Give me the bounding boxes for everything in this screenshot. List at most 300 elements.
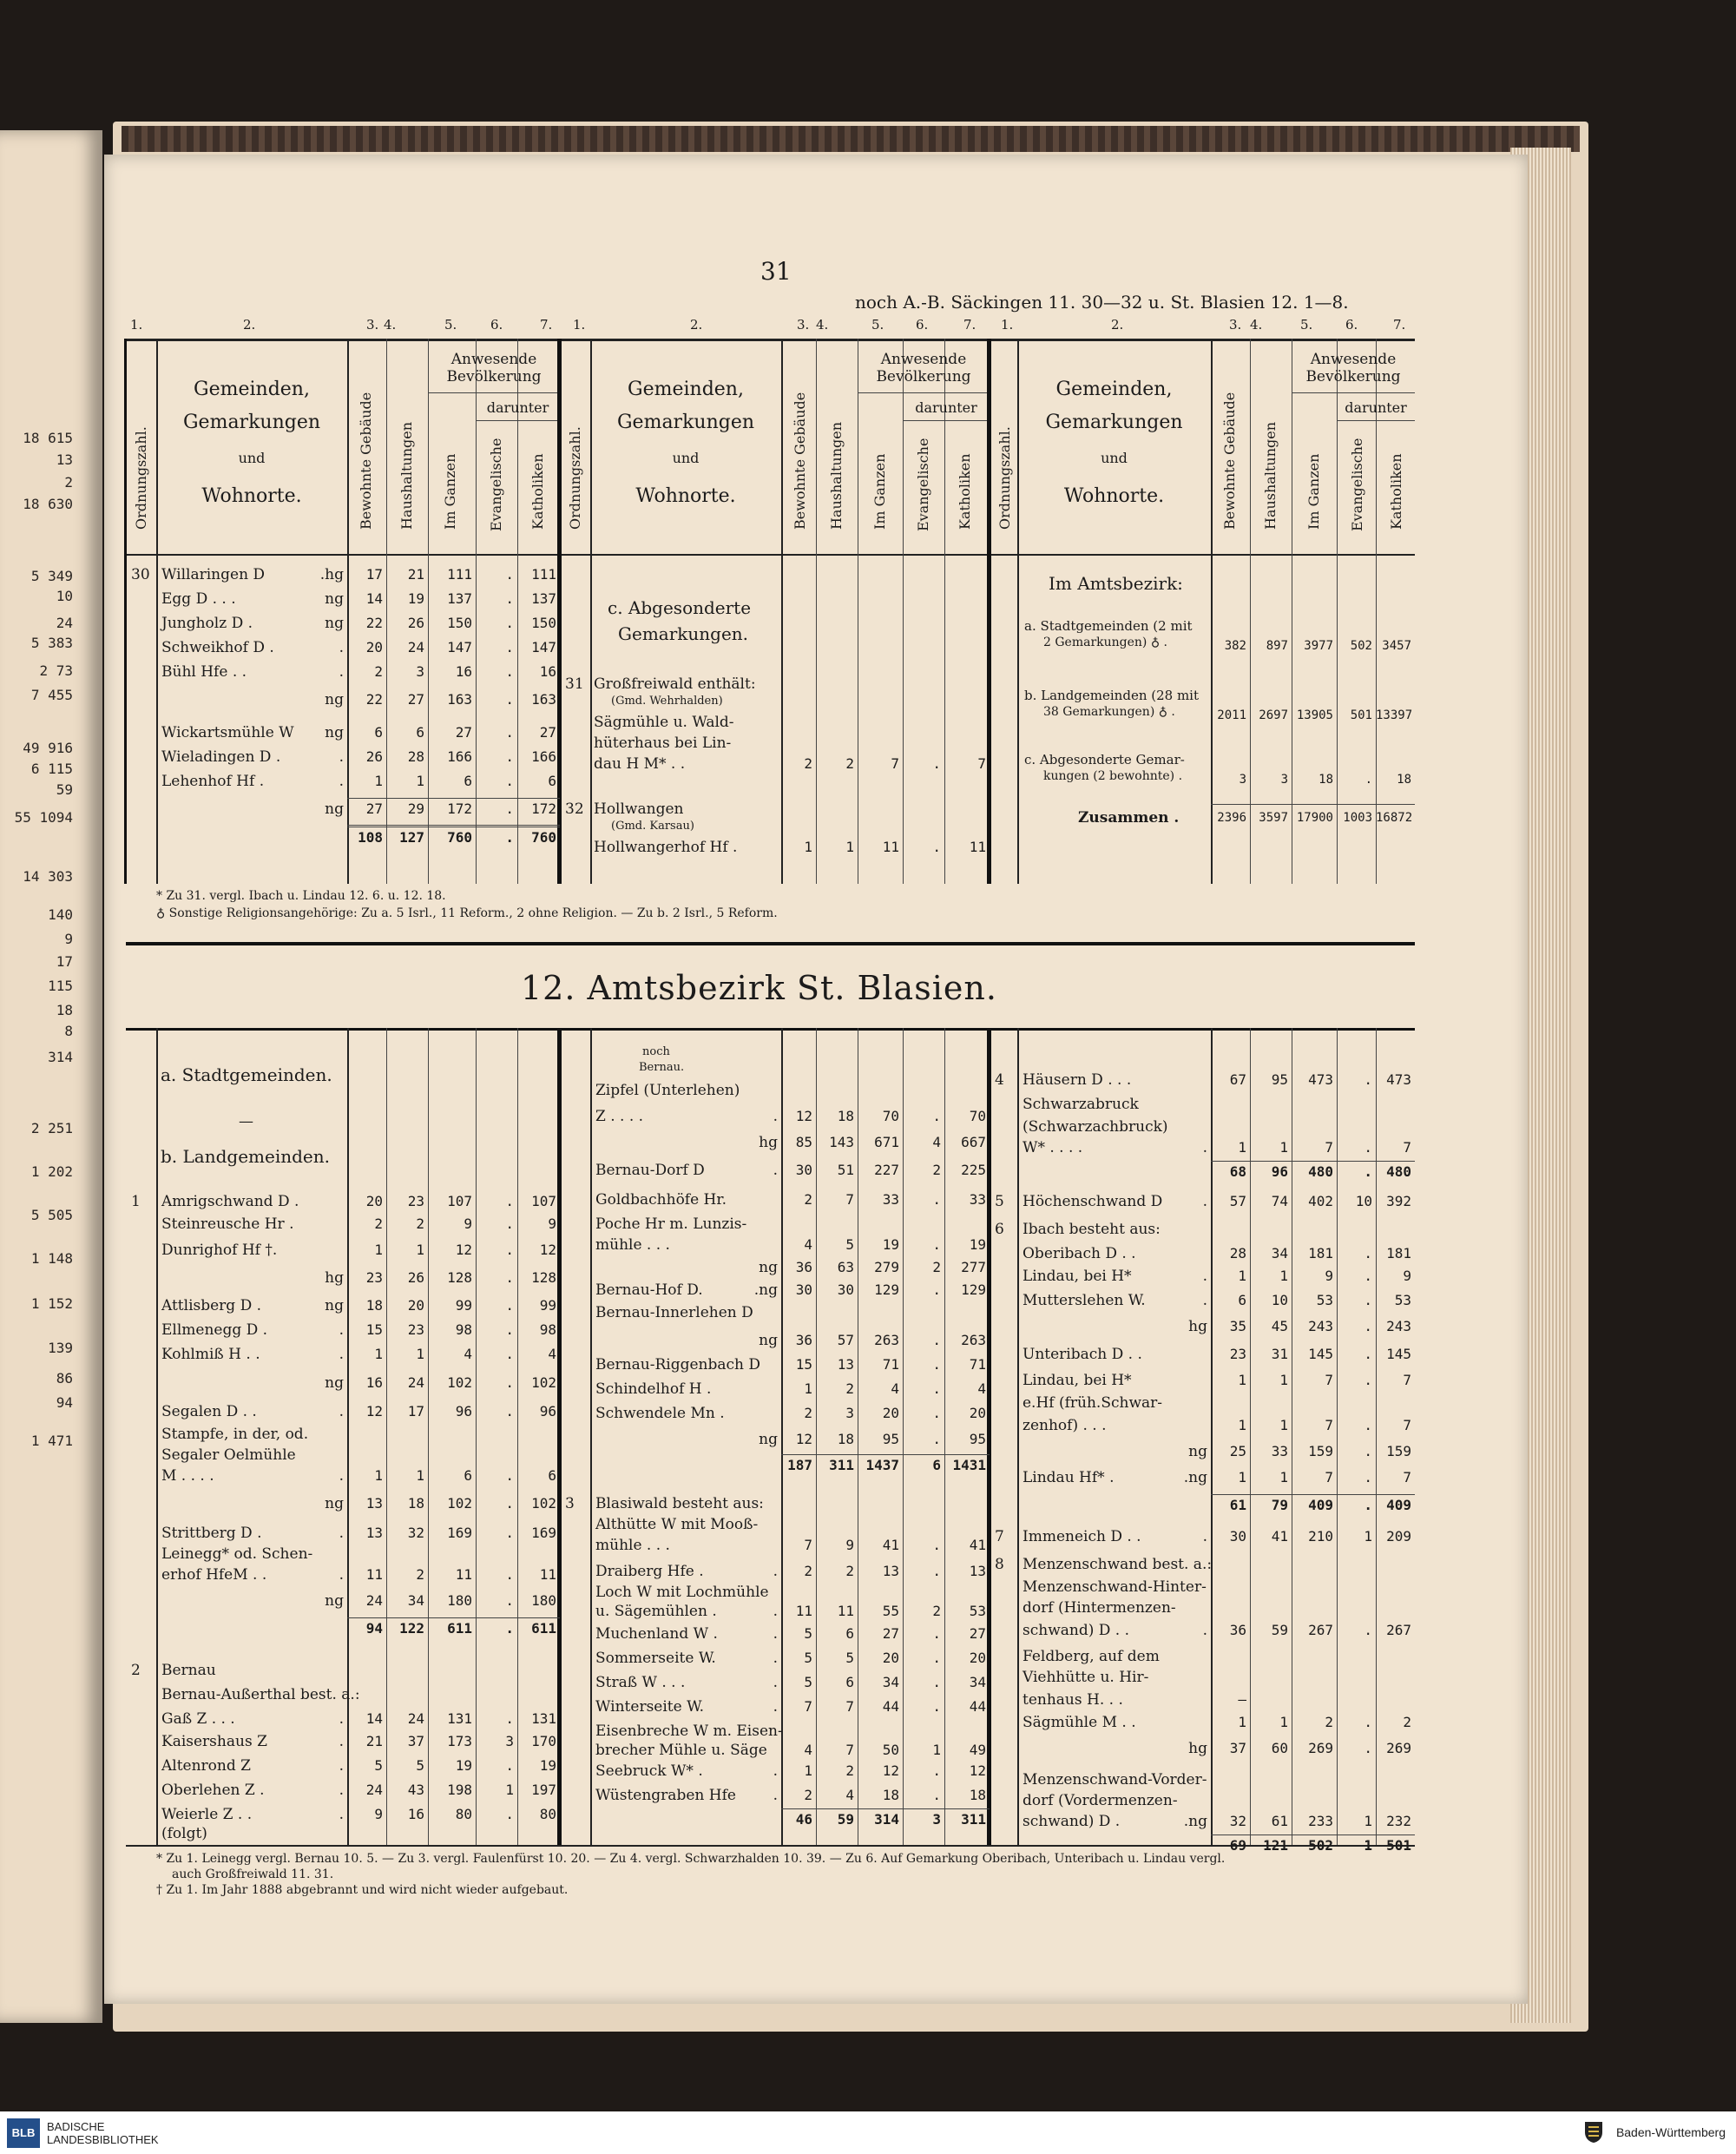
cell-value: 17 — [365, 566, 383, 583]
heading-im-amtsbezirk: Im Amtsbezirk: — [1049, 573, 1183, 594]
cell-value: 44 — [882, 1698, 899, 1715]
cell-value: . — [932, 1563, 941, 1579]
summary-label: b. Landgemeinden (28 mit — [1024, 688, 1200, 703]
cell-value: . — [1364, 1417, 1372, 1433]
cell-value: 7 — [1325, 1139, 1333, 1156]
column-number: 2. — [243, 317, 256, 333]
cell-value: 19 — [407, 590, 424, 607]
cell-value: . — [1364, 1443, 1372, 1459]
cell-value: 409 — [1386, 1497, 1411, 1513]
column-number: 6. — [916, 317, 929, 333]
cell-value: 13 — [365, 1525, 383, 1541]
cell-value: 4 — [932, 1134, 941, 1150]
cell-value: 80 — [539, 1806, 556, 1822]
section-title: 12. Amtsbezirk St. Blasien. — [521, 969, 997, 1007]
cell-value: 1 — [845, 839, 854, 855]
cell-value: 26 — [407, 615, 424, 631]
cell-value: 20 — [882, 1405, 899, 1421]
header-wohnorte: Wohnorte. — [635, 485, 736, 507]
column-number: 6. — [490, 317, 503, 333]
cell-value: 11 — [365, 1566, 383, 1583]
bottom-footnote-1b: auch Großfreiwald 11. 31. — [172, 1867, 334, 1881]
left-page-number: 18 — [56, 1002, 73, 1018]
header-gebaeude: Bewohnte Gebäude — [358, 392, 374, 530]
cell-value: 501 — [1350, 708, 1372, 722]
place-suffix: . — [339, 1467, 344, 1485]
cell-value: 1 — [1279, 1417, 1288, 1433]
place-name: Viehhütte u. Hir- — [1023, 1669, 1149, 1686]
cell-value: 232 — [1386, 1813, 1411, 1829]
cell-value: . — [932, 755, 941, 772]
left-page-number: 115 — [48, 978, 73, 994]
state-name[interactable]: Baden-Württemberg — [1615, 2125, 1726, 2139]
place-suffix: . — [1202, 1139, 1207, 1156]
cell-value: 2396 — [1217, 811, 1246, 825]
column-number: 7. — [1393, 317, 1406, 333]
header-darunter: darunter — [915, 399, 977, 416]
cell-value: 197 — [531, 1782, 556, 1798]
cell-value: 31 — [1271, 1346, 1288, 1362]
header-katholiken: Katholiken — [1388, 453, 1404, 530]
subtotal-rule — [781, 1808, 990, 1809]
place-name: Oberlehen Z . — [161, 1782, 265, 1799]
left-page-number: 18 615 — [23, 430, 73, 446]
place-name: Leinegg* od. Schen- — [161, 1545, 313, 1563]
cell-value: 24 — [407, 639, 424, 655]
cell-value: 1 — [1279, 1714, 1288, 1730]
place-name: Sägmühle u. Wald- — [594, 714, 734, 731]
place-name: Willaringen D — [161, 566, 266, 583]
viewer-footer — [0, 2111, 1736, 2154]
left-page-number: 1 202 — [30, 1163, 73, 1180]
cell-value: 13 — [882, 1563, 899, 1579]
place-name: brecher Mühle u. Säge — [595, 1742, 767, 1759]
cell-value: 128 — [447, 1269, 472, 1286]
cell-value: . — [505, 566, 514, 583]
column-numbers — [130, 317, 1437, 338]
place-name: M . . . . — [161, 1467, 214, 1485]
cell-value: 30 — [795, 1162, 812, 1178]
place-suffix: hg — [1188, 1740, 1207, 1757]
header-anwesende: Anwesende Bevölkerung — [876, 351, 971, 386]
cell-value: 3 — [845, 1405, 854, 1421]
cell-value: 1 — [804, 839, 812, 855]
header-evangelische: Evangelische — [1349, 438, 1365, 531]
cell-value: 25 — [1229, 1443, 1246, 1459]
cell-value: 107 — [447, 1193, 472, 1209]
cell-value: 16 — [455, 663, 472, 680]
subtotal-rule — [347, 825, 560, 826]
cell-value: 16 — [539, 663, 556, 680]
cell-value: . — [505, 1495, 514, 1512]
place-name: mühle . . . — [595, 1236, 670, 1254]
cell-value: . — [505, 829, 514, 846]
cell-value: 3 — [416, 663, 424, 680]
cell-value: 2 — [932, 1259, 941, 1275]
cell-value: 2011 — [1217, 708, 1246, 722]
cell-value: . — [505, 615, 514, 631]
place-name: Stampfe, in der, od. — [161, 1426, 309, 1443]
cell-value: 3 — [932, 1811, 941, 1828]
place-name: Bernau-Außerthal best. a.: — [161, 1686, 360, 1703]
cell-value: . — [1364, 1163, 1372, 1180]
cell-value: 21 — [365, 1733, 383, 1749]
state-coat-of-arms-icon — [1583, 2120, 1604, 2144]
library-line-1: BADISCHE — [47, 2120, 105, 2133]
cell-value: 20 — [882, 1650, 899, 1666]
column-number: 4. — [384, 317, 397, 333]
place-suffix: . — [339, 773, 344, 790]
header-katholiken: Katholiken — [529, 453, 546, 530]
cell-value: 28 — [407, 748, 424, 765]
cell-value: 96 — [455, 1403, 472, 1420]
cell-value: 59 — [1271, 1622, 1288, 1638]
cell-value: 74 — [1271, 1193, 1288, 1209]
place-suffix: . — [773, 1162, 778, 1179]
cell-value: 23 — [1229, 1346, 1246, 1362]
cell-value: 68 — [1229, 1163, 1246, 1180]
cell-value: 46 — [795, 1811, 812, 1828]
cell-value: . — [1364, 1245, 1372, 1261]
cell-value: 7 — [1325, 1469, 1333, 1485]
cell-value: 71 — [969, 1356, 986, 1373]
cell-value: 180 — [447, 1592, 472, 1609]
place-name: Bühl Hfe . . — [161, 663, 247, 681]
cell-value: 1 — [1238, 1139, 1246, 1156]
place-suffix: . — [773, 1563, 778, 1580]
cell-value: 166 — [531, 748, 556, 765]
cell-value: 22 — [365, 691, 383, 708]
cell-value: . — [505, 1297, 514, 1314]
cell-value: 3597 — [1259, 811, 1288, 825]
cell-value: 44 — [969, 1698, 986, 1715]
section-rule-mid — [126, 1028, 1415, 1031]
library-line-2: LANDESBIBLIOTHEK — [47, 2133, 159, 2146]
cell-value: 13397 — [1376, 708, 1413, 722]
dash: — — [239, 1113, 253, 1130]
ordnungszahl: 1 — [131, 1193, 141, 1210]
header-evangelische: Evangelische — [488, 438, 504, 531]
cell-value: 1 — [1364, 1813, 1372, 1829]
cell-value: 6 — [845, 1674, 854, 1690]
cell-value: 57 — [837, 1332, 854, 1348]
cell-value: 35 — [1229, 1318, 1246, 1334]
place-suffix: ng — [325, 800, 344, 818]
cell-value: 55 — [882, 1603, 899, 1619]
place-name: Draiberg Hfe . — [595, 1563, 704, 1580]
cell-value: . — [1364, 773, 1372, 787]
place-suffix: . — [773, 1674, 778, 1691]
cell-value: 225 — [961, 1162, 986, 1178]
cell-value: 2 — [1325, 1714, 1333, 1730]
anwesende-rule — [1292, 392, 1415, 393]
header-und: und — [1101, 450, 1128, 466]
cell-value: . — [505, 639, 514, 655]
cell-value: 6 — [416, 724, 424, 741]
place-name: Sommerseite W. — [595, 1650, 716, 1667]
place-name: Ibach besteht aus: — [1023, 1221, 1161, 1238]
cell-value: 30 — [795, 1281, 812, 1298]
cell-value: 5 — [804, 1650, 812, 1666]
cell-value: 61 — [1271, 1813, 1288, 1829]
cell-value: . — [932, 1625, 941, 1642]
cell-value: 12 — [969, 1762, 986, 1779]
cell-value: 3977 — [1304, 639, 1333, 653]
cell-value: . — [505, 1467, 514, 1484]
cell-value: . — [932, 1380, 941, 1397]
place-suffix: . — [339, 663, 344, 681]
place-suffix: . — [1202, 1622, 1207, 1639]
cell-value: — — [1238, 1691, 1246, 1708]
cell-value: 94 — [365, 1620, 383, 1637]
place-suffix: . — [773, 1787, 778, 1804]
cell-value: 51 — [837, 1162, 854, 1178]
place-suffix: ng — [325, 724, 344, 741]
place-name: Wieladingen D . — [161, 748, 281, 766]
ordnungszahl: 6 — [995, 1221, 1004, 1238]
cell-value: 129 — [874, 1281, 899, 1298]
subtotal-rule — [1211, 1494, 1415, 1495]
cell-value: 63 — [837, 1259, 854, 1275]
cell-value: 33 — [969, 1191, 986, 1208]
column-number: 7. — [963, 317, 976, 333]
cell-value: 311 — [961, 1811, 986, 1828]
cell-value: 23 — [407, 1321, 424, 1338]
cell-value: 4 — [845, 1787, 854, 1803]
cell-value: . — [932, 1236, 941, 1253]
header-wohnorte: Wohnorte. — [201, 485, 302, 507]
darunter-rule — [903, 420, 990, 421]
place-name: Bernau-Innerlehen D — [595, 1304, 753, 1321]
cell-value: 1 — [1279, 1372, 1288, 1388]
library-name[interactable] — [47, 2120, 159, 2146]
place-suffix: . — [773, 1625, 778, 1643]
header-gemarkungen: Gemarkungen — [1045, 412, 1183, 433]
place-name: hüterhaus bei Lin- — [594, 734, 732, 752]
cell-value: 1 — [932, 1742, 941, 1758]
header-ordnungszahl: Ordnungszahl. — [567, 426, 583, 530]
place-name: Steinreusche Hr . — [161, 1215, 294, 1233]
block-separator — [557, 1028, 562, 1845]
place-name: Amrigschwand D . — [161, 1193, 299, 1210]
cell-value: 198 — [447, 1782, 472, 1798]
cell-value: 12 — [365, 1403, 383, 1420]
cell-value: 99 — [539, 1297, 556, 1314]
cell-value: . — [1364, 1622, 1372, 1638]
cell-value: 6 — [845, 1625, 854, 1642]
place-name: schwand) D . — [1023, 1813, 1121, 1830]
place-sub tiny: (Gmd. Wehrhalden) — [611, 695, 723, 708]
cell-value: . — [505, 1215, 514, 1232]
cell-value: 9 — [1325, 1268, 1333, 1284]
cell-value: 7 — [1325, 1417, 1333, 1433]
header-gemarkungen: Gemarkungen — [616, 412, 755, 433]
top-footnote-2: ♁ Sonstige Religionsangehörige: Zu a. 5 Isrl., 11 Reform., 2 ohne Religion. — Zu b. 2 Isrl., 5 Reform. — [156, 906, 778, 920]
cell-value: 501 — [1386, 1837, 1411, 1854]
cell-value: 95 — [969, 1431, 986, 1447]
cell-value: 71 — [882, 1356, 899, 1373]
cell-value: . — [932, 1787, 941, 1803]
cell-value: 163 — [447, 691, 472, 708]
place-suffix: . — [1202, 1292, 1207, 1309]
cell-value: 392 — [1386, 1193, 1411, 1209]
place-suffix: . — [339, 1403, 344, 1420]
cell-value: 57 — [1229, 1193, 1246, 1209]
cell-value: 79 — [1271, 1497, 1288, 1513]
cell-value: . — [1364, 1292, 1372, 1308]
cell-value: 1 — [1279, 1268, 1288, 1284]
cell-value: 53 — [1316, 1292, 1333, 1308]
place-suffix: . — [339, 1757, 344, 1775]
place-name: Althütte W mit Mooß- — [595, 1516, 759, 1533]
left-page-number: 17 — [56, 953, 73, 970]
cell-value: . — [505, 663, 514, 680]
place-name: Schindelhof H . — [595, 1380, 712, 1398]
left-page-number: 86 — [56, 1370, 73, 1387]
cell-value: 102 — [531, 1495, 556, 1512]
cell-value: 145 — [1308, 1346, 1333, 1362]
cell-value: 11 — [795, 1603, 812, 1619]
cell-value: 3 — [1280, 773, 1288, 787]
cell-value: 1 — [505, 1782, 514, 1798]
cell-value: 127 — [399, 829, 424, 846]
column-number: 6. — [1345, 317, 1358, 333]
cell-value: 1 — [374, 1242, 383, 1258]
place-name: dau H M* . . — [594, 755, 686, 773]
place-name: Menzenschwand-Vorder- — [1023, 1771, 1207, 1788]
cell-value: 20 — [969, 1650, 986, 1666]
cell-value: . — [932, 1281, 941, 1298]
cell-value: . — [932, 1191, 941, 1208]
header-wohnorte: Wohnorte. — [1063, 485, 1165, 507]
cell-value: 111 — [447, 566, 472, 583]
column-number: 1. — [130, 317, 143, 333]
cell-value: 49 — [969, 1742, 986, 1758]
place-suffix: . — [773, 1762, 778, 1780]
place-name: zenhof) . . . — [1023, 1417, 1107, 1434]
blb-logo[interactable]: BLB — [7, 2118, 40, 2148]
place-name: Immeneich D . . — [1023, 1528, 1141, 1545]
place-suffix: ng — [1188, 1443, 1207, 1460]
cell-value: 2 — [374, 663, 383, 680]
cell-value: 137 — [447, 590, 472, 607]
cell-value: 7 — [1325, 1372, 1333, 1388]
cell-value: 7 — [845, 1698, 854, 1715]
ordnungszahl: 8 — [995, 1556, 1004, 1573]
cell-value: 137 — [531, 590, 556, 607]
place-name: Z . . . . — [595, 1108, 644, 1125]
header-bottom-rule — [126, 554, 1415, 556]
cell-value: 611 — [447, 1620, 472, 1637]
anwesende-rule — [858, 392, 990, 393]
cell-value: . — [1364, 1497, 1372, 1513]
cell-value: . — [1364, 1372, 1372, 1388]
place-name: Mutterslehen W. — [1023, 1292, 1146, 1309]
place-name: Feldberg, auf dem — [1023, 1648, 1160, 1665]
place-suffix: .hg — [319, 566, 344, 583]
cell-value: . — [505, 1620, 514, 1637]
column-number: 4. — [816, 317, 829, 333]
header-darunter: darunter — [486, 399, 549, 416]
place-suffix: ng — [325, 1374, 344, 1392]
cell-value: 70 — [969, 1108, 986, 1124]
cell-value: 19 — [455, 1757, 472, 1774]
header-im-ganzen: Im Ganzen — [1305, 453, 1322, 530]
place-suffix: . — [773, 1603, 778, 1620]
cell-value: 14 — [365, 590, 383, 607]
place-name: Gaß Z . . . — [161, 1710, 235, 1728]
cell-value: 4 — [464, 1346, 472, 1362]
cell-value: 27 — [882, 1625, 899, 1642]
place-name: Hollwangen — [594, 800, 684, 818]
cell-value: 1 — [1279, 1469, 1288, 1485]
cell-value: . — [932, 1332, 941, 1348]
cell-value: 170 — [531, 1733, 556, 1749]
header-haushaltungen: Haushaltungen — [828, 421, 845, 530]
cell-value: 2 — [804, 1191, 812, 1208]
cell-value: 6 — [464, 1467, 472, 1484]
column-rule — [1211, 339, 1213, 884]
column-rule — [781, 339, 783, 884]
left-page-number: 6 115 — [30, 761, 73, 777]
cell-value: 53 — [1394, 1292, 1411, 1308]
darunter-rule — [1337, 420, 1415, 421]
place-name: Sägmühle M . . — [1023, 1714, 1136, 1731]
cell-value: 1 — [1238, 1372, 1246, 1388]
bottom-footnote-2: † Zu 1. Im Jahr 1888 abgebrannt und wird nicht wieder aufgebaut. — [156, 1883, 569, 1897]
cell-value: . — [505, 1374, 514, 1391]
place-suffix: . — [339, 1566, 344, 1584]
place-suffix: . — [339, 748, 344, 766]
cell-value: 36 — [1229, 1622, 1246, 1638]
cell-value: 27 — [455, 724, 472, 741]
left-page-number: 24 — [56, 615, 73, 631]
cell-value: 1 — [1279, 1139, 1288, 1156]
cell-value: 2 — [845, 755, 854, 772]
place-name: (folgt) — [161, 1825, 207, 1842]
cell-value: 143 — [829, 1134, 854, 1150]
place-name: Schwarzabruck — [1023, 1096, 1139, 1113]
left-page-number: 1 152 — [30, 1295, 73, 1312]
total-rule — [1211, 804, 1415, 805]
left-page-number: 1 471 — [30, 1433, 73, 1449]
cell-value: 480 — [1386, 1163, 1411, 1180]
place-name: Menzenschwand-Hinter- — [1023, 1578, 1207, 1596]
cell-value: 10 — [1355, 1193, 1372, 1209]
cell-value: 14 — [365, 1710, 383, 1727]
cell-value: 34 — [969, 1674, 986, 1690]
cell-value: 60 — [1271, 1740, 1288, 1756]
cell-value: 18 — [969, 1787, 986, 1803]
left-page-numbers — [0, 130, 102, 2023]
cell-value: 69 — [1229, 1837, 1246, 1854]
column-rule — [156, 1028, 158, 1845]
cell-value: 18 — [407, 1495, 424, 1512]
cell-value: 27 — [365, 800, 383, 817]
cell-value: 7 — [804, 1698, 812, 1715]
subtotal-rule — [347, 1617, 560, 1618]
cell-value: 473 — [1386, 1071, 1411, 1088]
cell-value: 7 — [1403, 1372, 1411, 1388]
place-name: Unteribach D . . — [1023, 1346, 1142, 1363]
column-rule — [1017, 1028, 1019, 1845]
place-name: Bernau-Riggenbach D — [595, 1356, 760, 1373]
cell-value: . — [505, 1403, 514, 1420]
bottom-footnote-1: * Zu 1. Leinegg vergl. Bernau 10. 5. — Zu 3. vergl. Faulenfürst 10. 20. — Zu 4. vergl. Schwarzhalden 10. 39. — Zu 6. Auf Gemarkung Oberibach, Unteribach u. Lindau vergl. — [156, 1852, 1226, 1866]
heading-stadtgemeinden: a. Stadtgemeinden. — [161, 1064, 332, 1085]
cell-value: 50 — [882, 1742, 899, 1758]
cell-value: 314 — [874, 1811, 899, 1828]
